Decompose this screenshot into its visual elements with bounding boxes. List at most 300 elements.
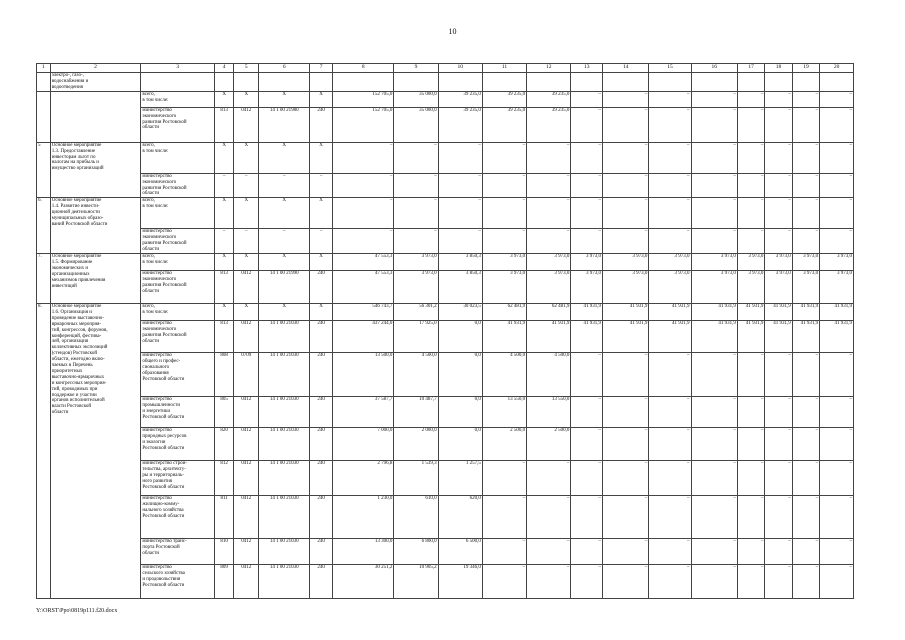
- code-cell: X: [234, 198, 259, 229]
- table-row: [37, 229, 854, 254]
- code-cell: 809: [215, 564, 234, 598]
- amount-cell: –: [527, 564, 571, 598]
- amount-cell: 30 251,2: [333, 564, 394, 598]
- code-cell: –: [310, 229, 333, 254]
- amount-cell: –: [482, 564, 526, 598]
- amount-cell: –: [571, 198, 603, 229]
- code-cell: 0412: [234, 270, 259, 303]
- amount-cell: –: [571, 107, 603, 142]
- amount-cell: 546 743,7: [333, 303, 394, 320]
- amount-cell: –: [603, 91, 649, 107]
- amount-cell: –: [765, 352, 792, 396]
- amount-cell: [649, 73, 691, 92]
- code-cell: 805: [215, 396, 234, 427]
- code-cell: 240: [310, 352, 333, 396]
- code-cell: X: [310, 91, 333, 107]
- executor-cell: министерство общего и профес- сионального образования Ростовской области: [141, 352, 215, 396]
- amount-cell: –: [792, 538, 819, 564]
- amount-cell: –: [737, 198, 764, 229]
- amount-cell: [603, 73, 649, 92]
- amount-cell: 41 931,9: [482, 320, 526, 352]
- amount-cell: –: [527, 142, 571, 173]
- amount-cell: –: [820, 396, 854, 427]
- amount-cell: –: [603, 495, 649, 538]
- event-name-cell: Основное мероприятие 1.5. Формирование экономических и организационных механизмов привлечения инвестиций: [50, 253, 141, 303]
- code-cell: 0412: [234, 320, 259, 352]
- amount-cell: –: [765, 229, 792, 254]
- amount-cell: –: [438, 142, 482, 173]
- amount-cell: –: [603, 427, 649, 460]
- amount-cell: 41 931,9: [527, 320, 571, 352]
- amount-cell: 62 481,9: [527, 303, 571, 320]
- code-cell: 14 1 00 21030: [259, 460, 310, 495]
- executor-cell: министерство экономического развития Ростовской области: [141, 229, 215, 254]
- executor-cell: всего, в том числе:: [141, 142, 215, 173]
- amount-cell: 3 973,0: [792, 253, 819, 270]
- code-cell: 0709: [234, 352, 259, 396]
- amount-cell: –: [691, 107, 737, 142]
- code-cell: –: [310, 173, 333, 198]
- header-cell: 12: [527, 64, 571, 73]
- amount-cell: 1 539,3: [394, 460, 438, 495]
- code-cell: [215, 73, 234, 92]
- code-cell: –: [259, 173, 310, 198]
- code-cell: 14 1 00 21030: [259, 427, 310, 460]
- amount-cell: –: [765, 91, 792, 107]
- amount-cell: –: [527, 460, 571, 495]
- amount-cell: –: [820, 564, 854, 598]
- amount-cell: 0,0: [438, 352, 482, 396]
- code-cell: 240: [310, 427, 333, 460]
- code-cell: 810: [215, 538, 234, 564]
- amount-cell: 0,0: [438, 320, 482, 352]
- amount-cell: 37 587,7: [333, 396, 394, 427]
- table-row: [37, 91, 854, 107]
- event-name-cell: Основное мероприятие 1.4. Развитие инвести- ционной деятельности муниципальных образо- ваний Ростовской области: [50, 198, 141, 254]
- executor-cell: всего, в том числе:: [141, 253, 215, 270]
- amount-cell: 0,0: [438, 396, 482, 427]
- amount-cell: –: [691, 198, 737, 229]
- executor-cell: министерство экономического развития Ростовской области: [141, 270, 215, 303]
- table-row: [37, 427, 854, 460]
- code-cell: 14 1 00 21990: [259, 270, 310, 303]
- amount-cell: [765, 73, 792, 92]
- amount-cell: –: [765, 427, 792, 460]
- amount-cell: –: [820, 107, 854, 142]
- event-name-cell: электро-, газо-, водоснабжения и водоотведения: [50, 73, 141, 92]
- amount-cell: 6 500,0: [438, 538, 482, 564]
- code-cell: 14 1 00 21030: [259, 352, 310, 396]
- code-cell: X: [215, 91, 234, 107]
- amount-cell: 39 235,0: [482, 107, 526, 142]
- amount-cell: –: [571, 173, 603, 198]
- amount-cell: 56 301,2: [394, 303, 438, 320]
- amount-cell: 10 905,2: [394, 564, 438, 598]
- header-cell: 16: [691, 64, 737, 73]
- amount-cell: –: [482, 198, 526, 229]
- amount-cell: 7 000,0: [333, 427, 394, 460]
- amount-cell: 10 487,7: [394, 396, 438, 427]
- code-cell: [310, 73, 333, 92]
- amount-cell: –: [333, 229, 394, 254]
- code-cell: 240: [310, 538, 333, 564]
- amount-cell: 3 850,3: [438, 270, 482, 303]
- amount-cell: –: [571, 538, 603, 564]
- code-cell: 813: [215, 270, 234, 303]
- amount-cell: 41 931,9: [691, 303, 737, 320]
- amount-cell: 17 925,0: [394, 320, 438, 352]
- amount-cell: –: [691, 538, 737, 564]
- code-cell: X: [215, 142, 234, 173]
- header-cell: 19: [792, 64, 819, 73]
- amount-cell: –: [792, 173, 819, 198]
- amount-cell: –: [603, 564, 649, 598]
- executor-cell: всего, в том числе:: [141, 303, 215, 320]
- amount-cell: 41 931,9: [649, 320, 691, 352]
- amount-cell: 41 931,9: [691, 320, 737, 352]
- amount-cell: –: [765, 173, 792, 198]
- amount-cell: [737, 73, 764, 92]
- amount-cell: –: [792, 495, 819, 538]
- amount-cell: –: [820, 142, 854, 173]
- amount-cell: –: [691, 352, 737, 396]
- amount-cell: –: [571, 352, 603, 396]
- amount-cell: 30 023,5: [438, 303, 482, 320]
- code-cell: 14 1 00 21030: [259, 320, 310, 352]
- code-cell: X: [234, 142, 259, 173]
- header-cell: 10: [438, 64, 482, 73]
- table-row: [37, 538, 854, 564]
- amount-cell: 47 553,3: [333, 253, 394, 270]
- amount-cell: –: [649, 91, 691, 107]
- amount-cell: 39 235,0: [527, 91, 571, 107]
- code-cell: X: [259, 303, 310, 320]
- amount-cell: –: [571, 91, 603, 107]
- amount-cell: 3 973,0: [649, 253, 691, 270]
- amount-cell: 13 500,0: [333, 352, 394, 396]
- file-path-footer: Y:\ORST\Ppo\0819p111.f20.docx: [36, 608, 118, 614]
- amount-cell: 3 973,0: [765, 253, 792, 270]
- code-cell: –: [259, 229, 310, 254]
- amount-cell: [394, 73, 438, 92]
- executor-cell: [141, 73, 215, 92]
- amount-cell: 41 931,9: [649, 303, 691, 320]
- amount-cell: 3 973,0: [571, 270, 603, 303]
- code-cell: 820: [215, 427, 234, 460]
- amount-cell: –: [737, 538, 764, 564]
- code-cell: X: [259, 142, 310, 173]
- code-cell: –: [215, 229, 234, 254]
- table-row: [37, 253, 854, 270]
- amount-cell: –: [527, 173, 571, 198]
- amount-cell: –: [765, 396, 792, 427]
- amount-cell: [482, 73, 526, 92]
- amount-cell: –: [765, 538, 792, 564]
- code-cell: 14 1 00 21980: [259, 107, 310, 142]
- amount-cell: –: [792, 352, 819, 396]
- table-row: [37, 142, 854, 173]
- header-cell: 13: [571, 64, 603, 73]
- amount-cell: 41 931,9: [571, 303, 603, 320]
- table-row: [37, 198, 854, 229]
- code-cell: 240: [310, 270, 333, 303]
- amount-cell: –: [792, 107, 819, 142]
- amount-cell: –: [820, 460, 854, 495]
- header-cell: 11: [482, 64, 526, 73]
- amount-cell: –: [482, 538, 526, 564]
- executor-cell: министерство экономического развития Ростовской области: [141, 320, 215, 352]
- page-number: 10: [448, 27, 457, 36]
- code-cell: 813: [215, 320, 234, 352]
- amount-cell: 41 931,9: [820, 303, 854, 320]
- amount-cell: –: [394, 173, 438, 198]
- table-row: [37, 73, 854, 92]
- amount-cell: [792, 73, 819, 92]
- amount-cell: –: [603, 198, 649, 229]
- code-cell: X: [310, 198, 333, 229]
- executor-cell: министерство промышленности и энергетики Ростовской области: [141, 396, 215, 427]
- executor-cell: министерство жилищно-комму- нального хозяйства Ростовской области: [141, 495, 215, 538]
- code-cell: –: [234, 229, 259, 254]
- amount-cell: –: [527, 198, 571, 229]
- header-cell: 20: [820, 64, 854, 73]
- amount-cell: –: [603, 107, 649, 142]
- header-cell: 1: [37, 64, 51, 73]
- amount-cell: –: [603, 460, 649, 495]
- header-cell: 2: [50, 64, 141, 73]
- amount-cell: [820, 73, 854, 92]
- code-cell: 0412: [234, 564, 259, 598]
- amount-cell: 3 973,0: [394, 270, 438, 303]
- amount-cell: –: [737, 564, 764, 598]
- code-cell: X: [215, 303, 234, 320]
- code-cell: 240: [310, 564, 333, 598]
- code-cell: X: [234, 253, 259, 270]
- header-cell: 4: [215, 64, 234, 73]
- amount-cell: 41 931,9: [603, 320, 649, 352]
- amount-cell: 1 257,5: [438, 460, 482, 495]
- amount-cell: –: [792, 396, 819, 427]
- amount-cell: –: [571, 396, 603, 427]
- code-cell: 240: [310, 396, 333, 427]
- amount-cell: –: [571, 142, 603, 173]
- executor-cell: министерство сельского хозяйства и продовольствия Ростовской области: [141, 564, 215, 598]
- code-cell: 14 1 00 21030: [259, 396, 310, 427]
- code-cell: X: [259, 91, 310, 107]
- amount-cell: [691, 73, 737, 92]
- amount-cell: 41 931,9: [765, 303, 792, 320]
- amount-cell: 62 481,9: [482, 303, 526, 320]
- amount-cell: –: [527, 538, 571, 564]
- amount-cell: –: [792, 229, 819, 254]
- amount-cell: [527, 73, 571, 92]
- header-cell: 14: [603, 64, 649, 73]
- header-cell: 5: [234, 64, 259, 73]
- code-cell: 240: [310, 107, 333, 142]
- amount-cell: –: [737, 229, 764, 254]
- amount-cell: 3 973,0: [765, 270, 792, 303]
- amount-cell: –: [737, 142, 764, 173]
- amount-cell: 3 973,0: [394, 253, 438, 270]
- amount-cell: –: [438, 229, 482, 254]
- amount-cell: 13 300,0: [333, 538, 394, 564]
- amount-cell: –: [603, 396, 649, 427]
- amount-cell: –: [691, 495, 737, 538]
- amount-cell: –: [394, 229, 438, 254]
- event-name-cell: [50, 91, 141, 142]
- row-number-cell: 8.: [37, 303, 51, 598]
- amount-cell: –: [792, 142, 819, 173]
- amount-cell: –: [649, 352, 691, 396]
- amount-cell: 13 550,0: [527, 396, 571, 427]
- amount-cell: 3 973,0: [792, 270, 819, 303]
- budget-table: [36, 63, 854, 599]
- amount-cell: –: [820, 229, 854, 254]
- amount-cell: 41 931,9: [737, 303, 764, 320]
- amount-cell: 39 235,0: [527, 107, 571, 142]
- header-cell: 15: [649, 64, 691, 73]
- amount-cell: 3 973,0: [737, 270, 764, 303]
- amount-cell: 3 973,0: [603, 270, 649, 303]
- amount-cell: –: [649, 495, 691, 538]
- header-cell: 18: [765, 64, 792, 73]
- amount-cell: 0,0: [438, 427, 482, 460]
- amount-cell: –: [792, 564, 819, 598]
- amount-cell: 3 973,0: [820, 270, 854, 303]
- header-cell: 17: [737, 64, 764, 73]
- code-cell: 0412: [234, 460, 259, 495]
- amount-cell: –: [482, 229, 526, 254]
- amount-cell: 6 800,0: [394, 538, 438, 564]
- executor-cell: министерство транс- порта Ростовской области: [141, 538, 215, 564]
- code-cell: 808: [215, 352, 234, 396]
- amount-cell: –: [649, 538, 691, 564]
- amount-cell: 35 000,0: [394, 107, 438, 142]
- executor-cell: министерство экономического развития Ростовской области: [141, 107, 215, 142]
- header-cell: 3: [141, 64, 215, 73]
- amount-cell: –: [649, 142, 691, 173]
- amount-cell: –: [792, 460, 819, 495]
- amount-cell: –: [792, 427, 819, 460]
- amount-cell: –: [438, 198, 482, 229]
- amount-cell: –: [649, 229, 691, 254]
- amount-cell: –: [438, 173, 482, 198]
- amount-cell: –: [737, 460, 764, 495]
- code-cell: X: [215, 253, 234, 270]
- amount-cell: 4 500,0: [527, 352, 571, 396]
- table-row: [37, 270, 854, 303]
- amount-cell: 39 235,0: [482, 91, 526, 107]
- amount-cell: –: [333, 142, 394, 173]
- header-cell: 6: [259, 64, 310, 73]
- amount-cell: 152 705,0: [333, 107, 394, 142]
- amount-cell: –: [691, 173, 737, 198]
- header-cell: 7: [310, 64, 333, 73]
- amount-cell: –: [737, 173, 764, 198]
- row-number-cell: 6.: [37, 198, 51, 254]
- amount-cell: –: [571, 564, 603, 598]
- amount-cell: –: [737, 427, 764, 460]
- code-cell: 0412: [234, 427, 259, 460]
- code-cell: 240: [310, 320, 333, 352]
- amount-cell: 19 346,0: [438, 564, 482, 598]
- amount-cell: –: [333, 173, 394, 198]
- code-cell: X: [234, 91, 259, 107]
- code-cell: 0412: [234, 495, 259, 538]
- amount-cell: [438, 73, 482, 92]
- code-cell: X: [259, 198, 310, 229]
- amount-cell: –: [691, 564, 737, 598]
- amount-cell: 152 705,0: [333, 91, 394, 107]
- code-cell: [234, 73, 259, 92]
- amount-cell: –: [691, 91, 737, 107]
- amount-cell: –: [765, 460, 792, 495]
- amount-cell: –: [820, 173, 854, 198]
- amount-cell: –: [737, 396, 764, 427]
- amount-cell: –: [649, 198, 691, 229]
- amount-cell: 3 973,0: [649, 270, 691, 303]
- amount-cell: 41 931,9: [820, 320, 854, 352]
- code-cell: 813: [215, 107, 234, 142]
- amount-cell: –: [691, 460, 737, 495]
- amount-cell: –: [571, 229, 603, 254]
- amount-cell: –: [571, 460, 603, 495]
- executor-cell: всего, в том числе:: [141, 91, 215, 107]
- code-cell: X: [310, 253, 333, 270]
- code-cell: 14 1 00 21030: [259, 495, 310, 538]
- amount-cell: –: [649, 173, 691, 198]
- amount-cell: 35 000,0: [394, 91, 438, 107]
- amount-cell: –: [792, 198, 819, 229]
- amount-cell: –: [691, 396, 737, 427]
- code-cell: –: [215, 173, 234, 198]
- amount-cell: 39 235,0: [438, 107, 482, 142]
- amount-cell: –: [649, 427, 691, 460]
- header-cell: 9: [394, 64, 438, 73]
- amount-cell: –: [691, 229, 737, 254]
- amount-cell: –: [820, 427, 854, 460]
- amount-cell: –: [792, 91, 819, 107]
- amount-cell: 610,0: [394, 495, 438, 538]
- code-cell: 240: [310, 460, 333, 495]
- amount-cell: 2 500,0: [482, 427, 526, 460]
- amount-cell: 1 230,0: [333, 495, 394, 538]
- amount-cell: –: [691, 142, 737, 173]
- amount-cell: 41 931,9: [603, 303, 649, 320]
- amount-cell: –: [765, 198, 792, 229]
- table-row: [37, 303, 854, 320]
- amount-cell: –: [333, 198, 394, 229]
- code-cell: 0412: [234, 107, 259, 142]
- amount-cell: –: [394, 142, 438, 173]
- amount-cell: 2 796,8: [333, 460, 394, 495]
- code-cell: X: [310, 303, 333, 320]
- amount-cell: 41 931,9: [737, 320, 764, 352]
- amount-cell: –: [737, 91, 764, 107]
- amount-cell: 2 000,0: [394, 427, 438, 460]
- amount-cell: –: [527, 229, 571, 254]
- amount-cell: –: [765, 107, 792, 142]
- amount-cell: 620,0: [438, 495, 482, 538]
- executor-cell: министерство строи- тельства, архитекту- ры и территориаль- ного развития Ростовской области: [141, 460, 215, 495]
- amount-cell: –: [820, 91, 854, 107]
- table-row: [37, 460, 854, 495]
- table-row: [37, 495, 854, 538]
- amount-cell: –: [482, 495, 526, 538]
- amount-cell: –: [649, 460, 691, 495]
- amount-cell: –: [691, 427, 737, 460]
- amount-cell: 41 931,9: [792, 320, 819, 352]
